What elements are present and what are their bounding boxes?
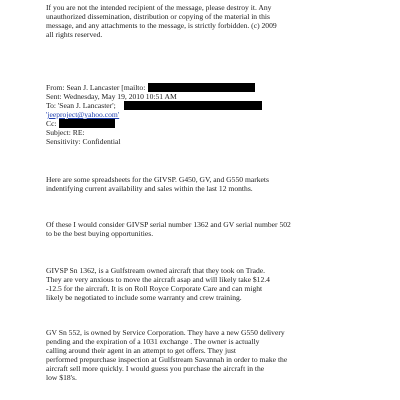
header-to: To: 'Sean J. Lancaster'; <box>46 101 116 110</box>
header-to-email-link[interactable]: 'jeeproject@yahoo.com' <box>46 110 120 119</box>
body-line: Of these I would consider GIVSP serial number 1362 and GV serial number 502 <box>46 220 291 229</box>
body-line: likely be negotiated to include some warranty and crew training. <box>46 293 242 302</box>
disclaimer-line-1: If you are not the intended recipient of the message, please destroy it. Any <box>46 3 272 12</box>
disclaimer-line-2: unauthorized dissemination, distribution or copying of the material in this <box>46 12 270 21</box>
disclaimer-line-3: message, and any attachments to the message, is strictly forbidden. (c) 2009 <box>46 21 277 30</box>
body-line: GIVSP Sn 1362, is a Gulfstream owned aircraft that they took on Trade. <box>46 266 266 275</box>
header-cc: Cc: <box>46 119 57 128</box>
header-sent: Sent: Wednesday, May 19, 2010 10:51 AM <box>46 92 177 101</box>
body-line: pending and the expiration of a 1031 exchange . The owner is actually <box>46 337 260 346</box>
redaction-bar <box>148 83 255 92</box>
body-line: calling around their agent in an attempt to get offers. They just <box>46 346 236 355</box>
body-line: GV Sn 552, is owned by Service Corporation. They have a new G550 delivery <box>46 328 285 337</box>
body-line: aircraft sell more quickly. I would guess you purchase the aircraft in the <box>46 364 265 373</box>
disclaimer-line-4: all rights reserved. <box>46 30 103 39</box>
body-line: They are very anxious to move the aircraft asap and will likely take $12.4 <box>46 275 270 284</box>
body-line: -12.5 for the aircraft. It is on Roll Royce Corporate Care and can might <box>46 284 263 293</box>
body-line: to be the best buying opportunities. <box>46 229 154 238</box>
header-from: From: Sean J. Lancaster [mailto: <box>46 83 146 92</box>
redaction-bar <box>59 119 115 128</box>
body-line: indentifying current availability and sales within the last 12 months. <box>46 184 253 193</box>
body-line: Here are some spreadsheets for the GIVSP. G450, GV, and G550 markets <box>46 175 269 184</box>
body-line: performed prepurchase inspection at Gulfstream Savannah in order to make the <box>46 355 288 364</box>
header-subject: Subject: RE: <box>46 128 85 137</box>
body-line: low $18's. <box>46 373 77 382</box>
header-sensitivity: Sensitivity: Confidential <box>46 137 121 146</box>
redaction-bar <box>124 101 262 110</box>
